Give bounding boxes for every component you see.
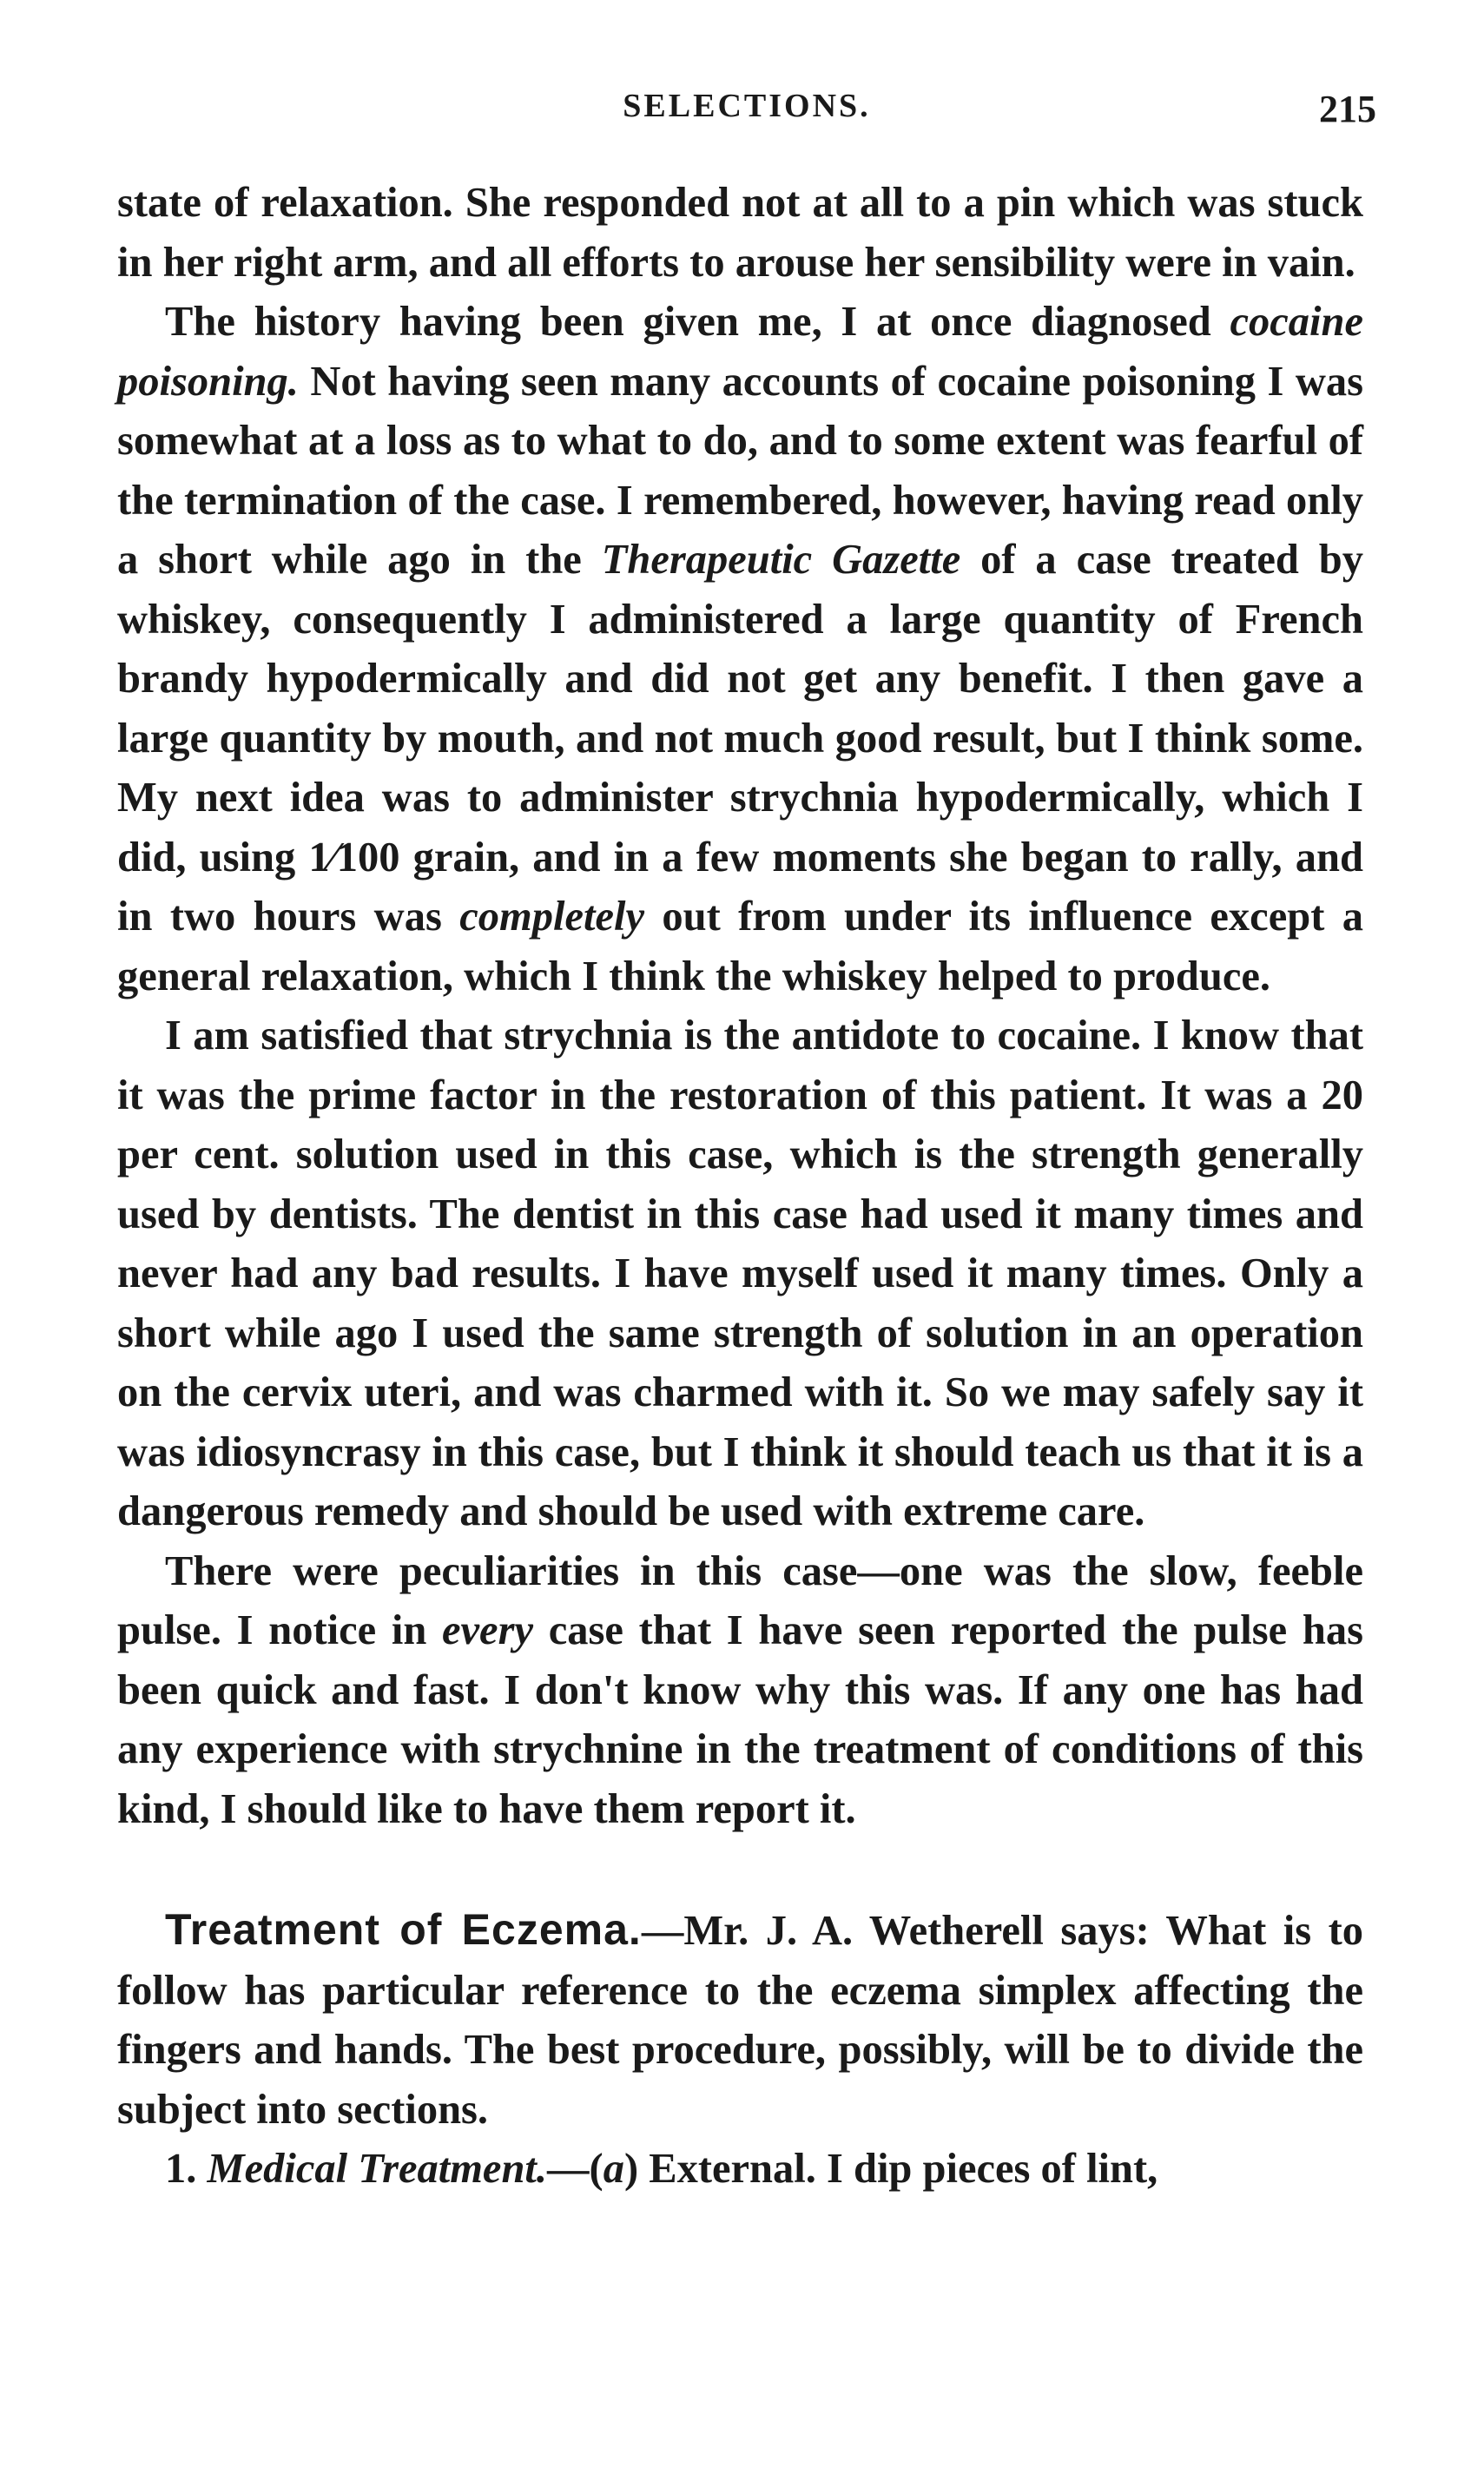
paragraph-text: The history having been given me, I at once diagnosed [165, 299, 1230, 345]
running-title: SELECTIONS. [623, 88, 871, 124]
page-number: 215 [1319, 88, 1376, 130]
paragraph-peculiarities [117, 1542, 1363, 1840]
item-text: —( [547, 2146, 603, 2192]
section-eczema [117, 1900, 1363, 2140]
paragraph-text: of a case treated by whiskey, consequently I administered a large quantity of French brandy hypodermically and did not get any benefit. I then gave a large quantity by mouth, and not much good result, but I think some. My next idea was to administer strychnia hypodermically, which I did, using 1⁄100 grain, and in a few moments she began to rally, and in two hours was [117, 537, 1363, 940]
item-number: 1. [165, 2146, 197, 2192]
running-head [117, 87, 1376, 139]
item-letter: a [603, 2146, 624, 2192]
journal-title: Therapeutic Gazette [601, 537, 961, 583]
paragraph-text: out from under its influence except a general relaxation, which I think the whiskey helped to produce. [117, 894, 1363, 999]
section-heading: Treatment of Eczema. [165, 1905, 642, 1954]
emphasis-text: completely [459, 894, 644, 940]
emphasis-text: every [442, 1607, 533, 1653]
section-item [117, 2140, 1363, 2200]
section-gap [117, 1839, 1363, 1900]
item-text: ) External. I dip pieces of lint, [623, 2146, 1158, 2192]
paragraph-text: Not having seen many accounts of cocaine poisoning I was somewhat at a loss as to what to do, and to some extent was fearful of the termination of the case. I remembered, however, having read only a short while ago in the [117, 358, 1363, 583]
body-text [117, 174, 1363, 2200]
paragraph-antidote [117, 1006, 1363, 1542]
item-title: Medical Treatment. [207, 2146, 548, 2192]
paragraph-text: state of relaxation. She responded not at all to a pin which was stuck in her right arm, and all efforts to arouse her sensibility were in vain. [117, 180, 1363, 286]
paragraph-text: case that I have seen reported the pulse has been quick and fast. I don't know why this was. If any one has had any experience with strychnine in the treatment of conditions of this kind, I should like to have them report it. [117, 1607, 1363, 1832]
section-intro: —Mr. J. A. Wetherell says: What is to follow has particular reference to the eczema simplex affecting the fingers and hands. The best procedure, possibly, will be to divide the subject into sections. [117, 1908, 1364, 2133]
paragraph-text: There were peculiarities in this case—one was the slow, feeble pulse. I notice in [117, 1547, 1363, 1653]
emphasis-text: cocaine poisoning. [117, 299, 1363, 405]
paragraph-diagnosis [117, 293, 1363, 1006]
paragraph-text: I am satisfied that strychnia is the antidote to cocaine. I know that it was the prime factor in the restoration of this patient. It was a 20 per cent. solution used in this case, which is the strength generally used by dentists. The dentist in this case had used it many times and never had any bad results. I have myself used it many times. Only a short while ago I used the same strength of solution in an operation on the cervix uteri, and was charmed with it. So we may safely say it was idiosyncrasy in this case, but I think it should teach us that it is a dangerous remedy and should be used with extreme care. [117, 1013, 1363, 1534]
paragraph-continuation [117, 174, 1363, 293]
